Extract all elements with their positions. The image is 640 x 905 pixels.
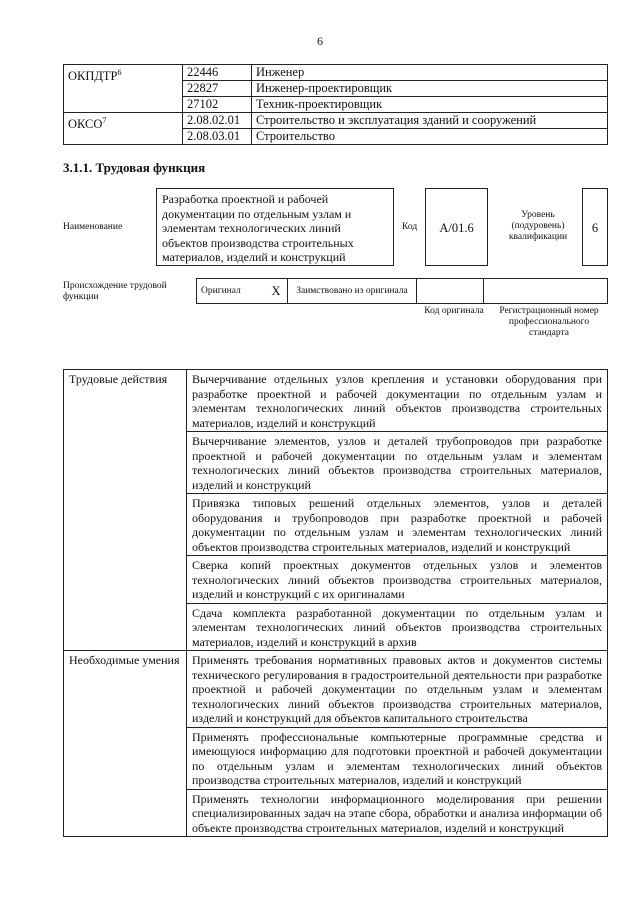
occupation-cell: Инженер [252,65,608,81]
occupation-cell: Техник-проектировщик [252,97,608,113]
origin-label: Происхождение трудовой функции [63,281,167,302]
function-code-box: А/01.6 [425,188,488,266]
code-original-label: Код оригинала [424,306,484,316]
occupation-cell: Инженер-проектировщик [252,81,608,97]
name-label: Наименование [63,222,123,232]
classifier-cell [64,65,183,113]
code-cell: 27102 [183,97,252,113]
footnote-ref: 7 [102,116,107,125]
reg-number-label: Регистрационный номер профессионального стандарта [499,306,599,338]
labor-action-item: Вычерчивание элементов, узлов и деталей трубопроводов при разработке проектной и рабочей документации по отдельным узлам и элементам технологических линий объектов производства строительных материалов, изделий и конструкций [187,432,608,494]
code-cell: 2.08.03.01 [183,129,252,145]
functions-detail-table [63,369,608,837]
page-number: 6 [317,34,323,48]
table-row [64,65,608,81]
classifier-cell [64,113,183,145]
labor-actions-header: Трудовые действия [64,370,187,651]
skills-header: Необходимые умения [64,651,187,837]
code-original-cell [417,279,484,304]
code-cell: 22827 [183,81,252,97]
labor-action-item: Сдача комплекта разработанной документации по отдельным узлам и элементам технологических линий объектов производства строительных материалов, изделий и конструкций в архив [187,603,608,651]
origin-table [196,278,608,304]
original-label: Оригинал [197,279,266,304]
occupation-cell: Строительство и эксплуатация зданий и сооружений [252,113,608,129]
code-cell: 2.08.02.01 [183,113,252,129]
code-label: Код [402,222,418,232]
table-row [197,279,608,304]
classifier-name: ОКПДТР [68,69,118,84]
qualification-level-label: Уровень (подуровень) квалификации [508,210,568,242]
classifier-name: ОКСО [68,117,103,132]
labor-action-item: Вычерчивание отдельных узлов крепления и установки оборудования при разработке проектной и рабочей документации по отдельным узлам и элементам технологических линий объектов производства строительных материалов, изделий и конструкций [187,370,608,432]
table-row [64,370,608,432]
function-name-box: Разработка проектной и рабочей документации по отдельным узлам и элементам технологических линий объектов производства строительных материалов, изделий и конструкций [156,188,394,266]
labor-action-item: Сверка копий проектных документов отдельных узлов и элементов технологических линий объектов производства строительных материалов, изделий и конструкций с их оригиналами [187,556,608,604]
skill-item: Применять профессиональные компьютерные программные средства и имеющуюся информацию для подготовки проектной и рабочей документации по отдельным узлам и элементам технологических линий объектов производства строительных материалов, изделий и конструкций [187,727,608,789]
original-mark: X [265,279,288,304]
labor-action-item: Привязка типовых решений отдельных элементов, узлов и деталей оборудования и трубопроводов при разработке проектной и рабочей документации по отдельным узлам и элементам технологических линий объектов производства строительных материалов, изделий и конструкций [187,494,608,556]
occupation-cell: Строительство [252,129,608,145]
borrowed-label: Заимствовано из оригинала [288,279,417,304]
qualification-level-box: 6 [582,188,608,266]
skill-item: Применять технологии информационного моделирования при решении специализированных задач на этапе сбора, обработки и анализа информации об объекте производства строительных материалов, изделий и конструкций [187,789,608,837]
table-row [64,651,608,728]
skill-item: Применять требования нормативных правовых актов и документов системы технического регулирования в градостроительной деятельности при разработке проектной и рабочей документации по отдельным узлам и элементам технологических линий объектов производства строительных материалов, изделий и конструкций для объектов капитального строительства [187,651,608,728]
code-cell: 22446 [183,65,252,81]
classifier-codes-table [63,64,608,145]
reg-number-cell [484,279,608,304]
footnote-ref: 6 [117,68,122,77]
section-title: 3.1.1. Трудовая функция [63,160,206,175]
table-row [64,113,608,129]
